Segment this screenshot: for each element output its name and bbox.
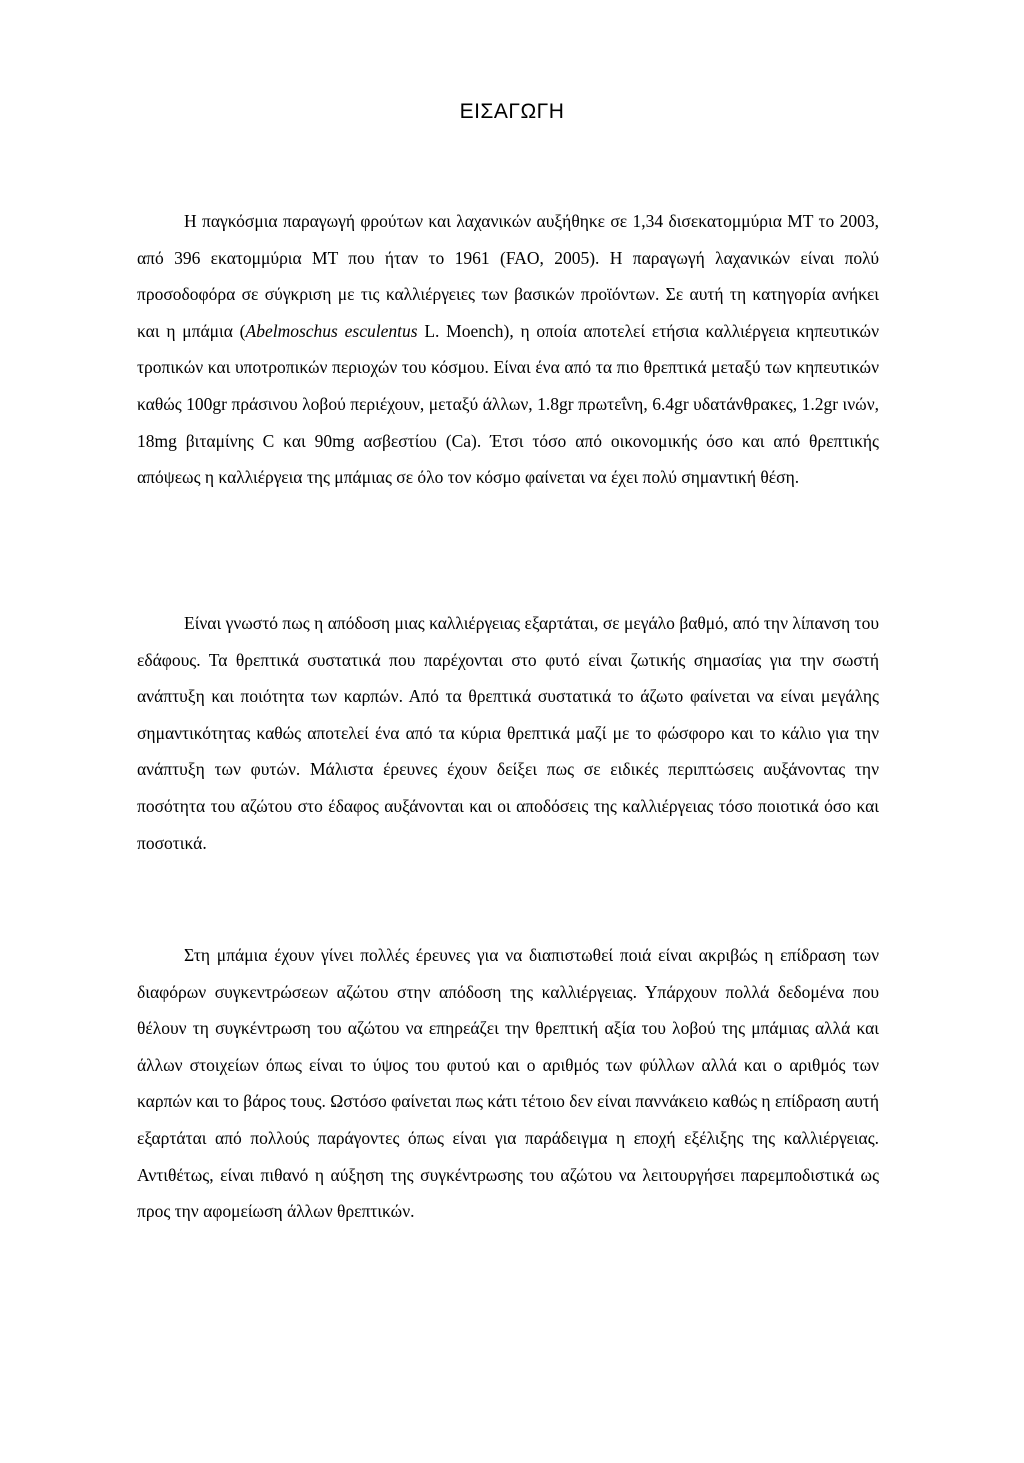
paragraph-1-text-start: Η παγκόσμια παραγωγή φρούτων και λαχανικών αυξήθηκε σε 1,34 δισεκατομμύρια ΜΤ το 2003, από 396 εκατομμύρια ΜΤ που ήταν το 1961 (FAO, 2005). Η παραγωγή λαχανικών είναι πολύ προσοδοφόρα σε σύγκριση με τις καλλιέργειες των βασικών προϊόντων. Σε αυτή τη κατηγορία ανήκει και η μπάμια (	[137, 211, 879, 341]
paragraph-2: Είναι γνωστό πως η απόδοση μιας καλλιέργειας εξαρτάται, σε μεγάλο βαθμό, από την λίπανση του εδάφους. Τα θρεπτικά συστατικά που παρέχονται στο φυτό είναι ζωτικής σημασίας για την σωστή ανάπτυξη και ποιότητα των καρπών. Από τα θρεπτικά συστατικά το άζωτο φαίνεται να είναι μεγάλης σημαντικότητας καθώς αποτελεί ένα από τα κύρια θρεπτικά μαζί με το φώσφορο και το κάλιο για την ανάπτυξη των φυτών. Μάλιστα έρευνες έχουν δείξει πως σε ειδικές περιπτώσεις αυξάνοντας την ποσότητα του αζώτου στο έδαφος αυξάνονται και οι αποδόσεις της καλλιέργειας τόσο ποιοτικά όσο και ποσοτικά.	[137, 613, 879, 853]
species-name: Abelmoschus esculentus	[245, 320, 418, 341]
paragraph-1-text-end: L. Moench), η οποία αποτελεί ετήσια καλλιέργεια κηπευτικών τροπικών και υποτροπικών περιοχών του κόσμου. Είναι ένα από τα πιο θρεπτικά μεταξύ των κηπευτικών καθώς 100gr πράσινου λοβού περιέχουν, μεταξύ άλλων, 1.8gr πρωτεΐνη, 6.4gr υδατάνθρακες, 1.2gr ινών, 18mg βιταμίνης C και 90mg ασβεστίου (Ca). Έτσι τόσο από οικονομικής όσο και από θρεπτικής απόψεως η καλλιέργεια της μπάμιας σε όλο τον κόσμο φαίνεται να έχει πολύ σημαντική θέση.	[137, 320, 879, 488]
page-title: ΕΙΣΑΓΩΓΗ	[459, 100, 565, 123]
paragraph-3: Στη μπάμια έχουν γίνει πολλές έρευνες για να διαπιστωθεί ποιά είναι ακριβώς η επίδραση των διαφόρων συγκεντρώσεων αζώτου στην απόδοση της καλλιέργειας. Υπάρχουν πολλά δεδομένα που θέλουν τη συγκέντρωση του αζώτου να επηρεάζει την θρεπτική αξία του λοβού της μπάμιας αλλά και άλλων στοιχείων όπως είναι το ύψος του φυτού και ο αριθμός των φύλλων αλλά και ο αριθμός των καρπών και το βάρος τους. Ωστόσο φαίνεται πως κάτι τέτοιο δεν είναι παννάκειο καθώς η επίδραση αυτή εξαρτάται από πολλούς παράγοντες όπως είναι για παράδειγμα η εποχή εξέλιξης της καλλιέργειας. Αντιθέτως, είναι πιθανό η αύξηση της συγκέντρωσης του αζώτου να λειτουργήσει παρεμποδιστικά ως προς την αφομείωση άλλων θρεπτικών.	[137, 945, 879, 1222]
paragraph-1	[137, 203, 879, 496]
